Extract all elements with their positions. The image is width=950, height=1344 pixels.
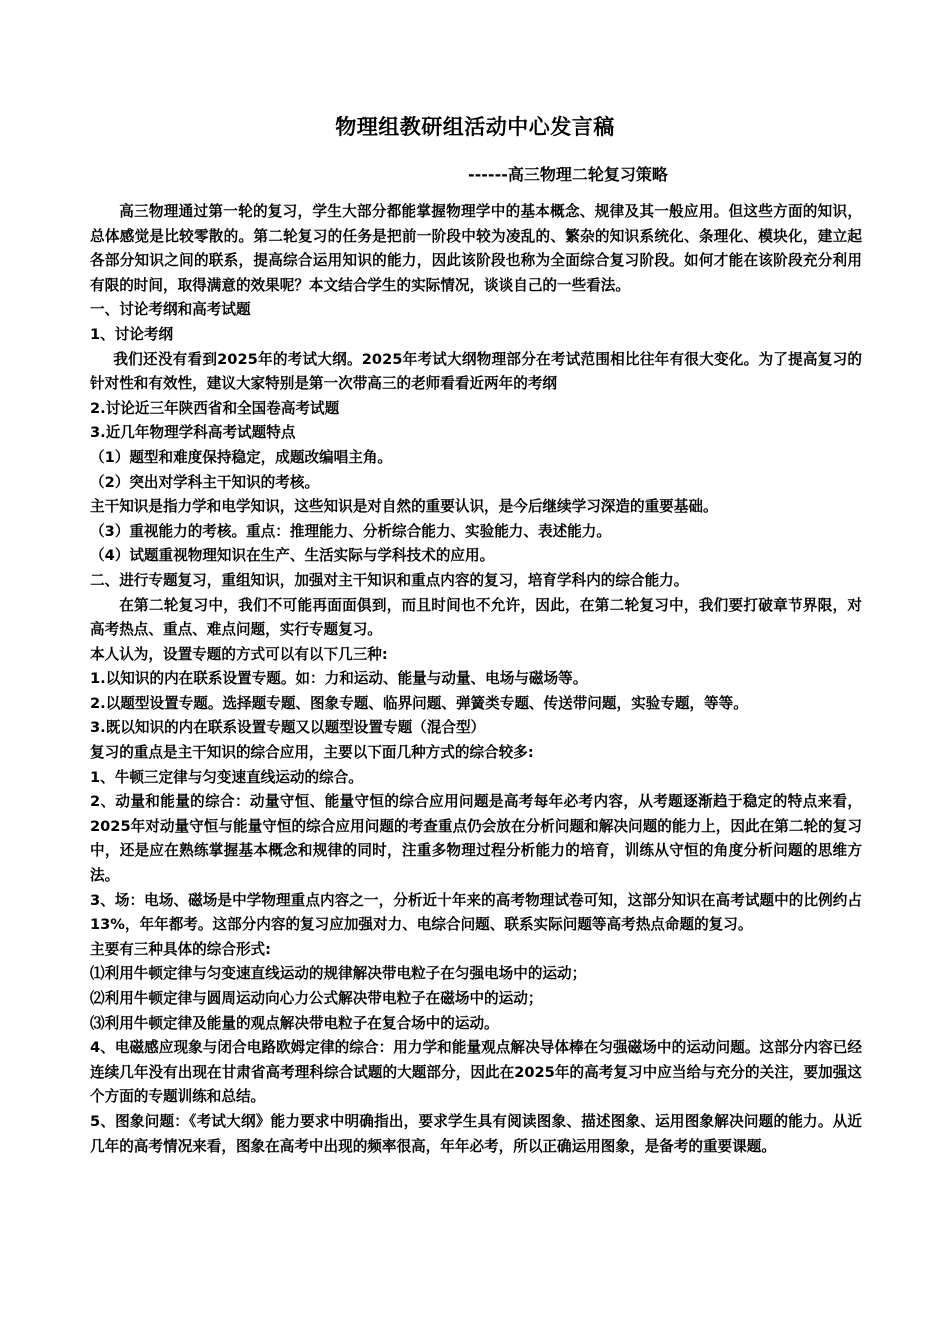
list-item: 1、牛顿三定律与匀变速直线运动的综合。: [90, 768, 363, 786]
list-item: 3.近几年物理学科高考试题特点: [90, 424, 296, 442]
list-item: （1）题型和难度保持稳定，成题改编唱主角。: [90, 448, 393, 466]
list-item: 3、场：电场、磁场是中学物理重点内容之一，分析近十年来的高考物理试卷可知，这部分知识在高考试题中的比例约占13%，年年都考。这部分内容的复习应加强对力、电综合问题、联系实际问题等高考热点命题的复习。: [90, 891, 862, 934]
list-item: ⑶利用牛顿定律及能量的观点解决带电粒子在复合场中的运动。: [90, 1014, 499, 1032]
paragraph: 复习的重点是主干知识的综合应用，主要以下面几种方式的综合较多:: [90, 744, 534, 762]
paragraph: 本人认为，设置专题的方式可以有以下几三种:: [90, 645, 388, 663]
list-item: 2.以题型设置专题。选择题专题、图象专题、临界问题、弹簧类专题、传送带问题，实验专题，等等。: [90, 694, 748, 712]
intro-paragraph: 高三物理通过第一轮的复习，学生大部分都能掌握物理学中的基本概念、规律及其一般应用。但这些方面的知识，总体感觉是比较零散的。第二轮复习的任务是把前一阶段中较为凌乱的、繁杂的知识系统化、条理化、模块化，建立起各部分知识之间的联系，提高综合运用知识的能力，因此该阶段也称为全面综合复习阶段。如何才能在该阶段充分利用有限的时间，取得满意的效果呢？本文结合学生的实际情况，谈谈自己的一些看法。: [90, 203, 862, 294]
section-heading: 一、讨论考纲和高考试题: [90, 301, 251, 319]
paragraph: 主干知识是指力学和电学知识，这些知识是对自然的重要认识，是今后继续学习深造的重要基础。: [90, 498, 718, 516]
list-item: 5、图象问题：《考试大纲》能力要求中明确指出，要求学生具有阅读图象、描述图象、运用图象解决问题的能力。从近几年的高考情况来看，图象在高考中出现的频率很高，年年必考，所以正确运用图象，是备考的重要课题。: [90, 1112, 862, 1155]
paragraph: 我们还没有看到2025年的考试大纲。2025年考试大纲物理部分在考试范围相比往年有很大变化。为了提高复习的针对性和有效性，建议大家特别是第一次带高三的老师看看近两年的考纲: [90, 350, 862, 393]
subsection-heading: 1、讨论考纲: [90, 325, 174, 343]
list-item: ⑴利用牛顿定律与匀变速直线运动的规律解决带电粒子在匀强电场中的运动；: [90, 965, 587, 983]
section-heading: 二、进行专题复习，重组知识，加强对主干知识和重点内容的复习，培育学科内的综合能力。: [90, 571, 689, 589]
list-item: 2、动量和能量的综合：动量守恒、能量守恒的综合应用问题是高考每年必考内容，从考题逐渐趋于稳定的特点来看，2025年对动量守恒与能量守恒的综合应用问题的考查重点仍会放在分析问题和解决问题的能力上，因此在第二轮的复习中，还是应在熟练掌握基本概念和规律的同时，注重多物理过程分析能力的培育，训练从守恒的角度分析问题的思维方法。: [90, 793, 862, 885]
list-item: 4、电磁感应现象与闭合电路欧姆定律的综合：用力学和能量观点解决导体棒在匀强磁场中的运动问题。这部分内容已经连续几年没有出现在甘肃省高考理科综合试题的大题部分，因此在2025年的高考复习中应当给与充分的关注，要加强这个方面的专题训练和总结。: [90, 1039, 862, 1106]
list-item: （3）重视能力的考核。重点：推理能力、分析综合能力、实验能力、表述能力。: [90, 522, 611, 540]
document-title: 物理组教研组活动中心发言稿: [335, 115, 615, 139]
list-item: （4）试题重视物理知识在生产、生活实际与学科技术的应用。: [90, 547, 495, 565]
paragraph: 主要有三种具体的综合形式:: [90, 940, 271, 958]
list-item: 3.既以知识的内在联系设置专题又以题型设置专题（混合型）: [90, 719, 486, 737]
list-item: 1.以知识的内在联系设置专题。如：力和运动、能量与动量、电场与磁场等。: [90, 670, 588, 688]
document-body: [90, 200, 862, 1159]
document-subtitle: ------高三物理二轮复习策略: [468, 165, 668, 184]
list-item: 2.讨论近三年陕西省和全国卷高考试题: [90, 399, 340, 417]
list-item: （2）突出对学科主干知识的考核。: [90, 473, 320, 491]
paragraph: 在第二轮复习中，我们不可能再面面俱到，而且时间也不允许，因此，在第二轮复习中，我们要打破章节界限，对高考热点、重点、难点问题，实行专题复习。: [90, 596, 862, 639]
list-item: ⑵利用牛顿定律与圆周运动向心力公式解决带电粒子在磁场中的运动；: [90, 990, 543, 1007]
